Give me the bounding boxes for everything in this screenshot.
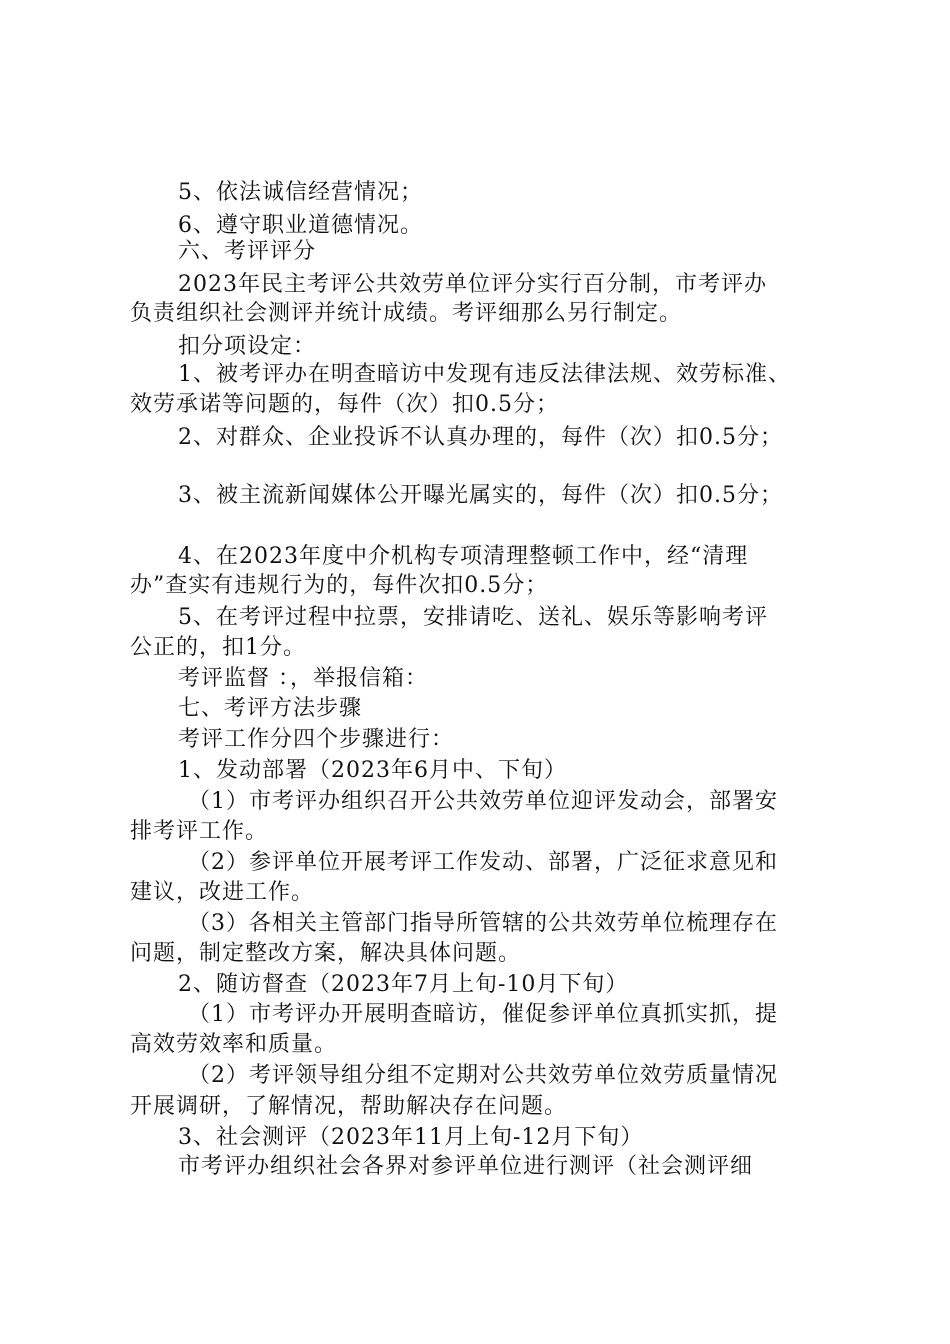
text-line: （2）考评领导组分组不定期对公共效劳单位效劳质量情况 xyxy=(188,1063,778,1088)
text-line: 公正的，扣1分。 xyxy=(130,635,306,660)
text-line: 4、在2023年度中介机构专项清理整顿工作中，经“清理 xyxy=(178,544,749,569)
text-line: 2、随访督查（2023年7月上旬-10月下旬） xyxy=(178,972,629,997)
text-line: 市考评办组织社会各界对参评单位进行测评（社会测评细 xyxy=(178,1154,754,1179)
text-line: 6、遵守职业道德情况。 xyxy=(178,213,423,238)
text-line: 5、在考评过程中拉票，安排请吃、送礼、娱乐等影响考评 xyxy=(178,605,768,630)
text-line: （2）参评单位开展考评工作发动、部署，广泛征求意见和 xyxy=(188,850,778,875)
text-line: （1）市考评办组织召开公共效劳单位迎评发动会，部署安 xyxy=(188,789,778,814)
text-line: 问题，制定整改方案，解决具体问题。 xyxy=(130,941,522,966)
text-line: 扣分项设定： xyxy=(178,334,317,359)
text-line: 高效劳效率和质量。 xyxy=(130,1032,338,1057)
text-line: 排考评工作。 xyxy=(130,819,269,844)
text-line: 3、被主流新闻媒体公开曝光属实的，每件（次）扣0.5分； xyxy=(178,483,783,508)
text-line: 建议，改进工作。 xyxy=(130,880,315,905)
text-line: （1）市考评办开展明查暗访，催促参评单位真抓实抓，提 xyxy=(188,1002,778,1027)
text-line: 办”查实有违规行为的，每件次扣0.5分； xyxy=(130,573,549,598)
text-line: 2023年民主考评公共效劳单位评分实行百分制，市考评办 xyxy=(178,272,767,297)
section-heading: 七、考评方法步骤 xyxy=(178,696,363,721)
text-line: 1、发动部署（2023年6月中、下旬） xyxy=(178,758,567,783)
text-line: 开展调研，了解情况，帮助解决存在问题。 xyxy=(130,1094,568,1119)
text-line: 5、依法诚信经营情况； xyxy=(178,180,423,205)
text-line: 2、对群众、企业投诉不认真办理的，每件（次）扣0.5分； xyxy=(178,425,783,450)
text-line: 负责组织社会测评并统计成绩。考评细那么另行制定。 xyxy=(130,301,683,326)
text-line: 1、被考评办在明查暗访中发现有违反法律法规、效劳标准、 xyxy=(178,362,791,387)
section-heading: 六、考评评分 xyxy=(178,239,317,264)
text-line: 效劳承诺等问题的，每件（次）扣0.5分； xyxy=(130,392,559,417)
text-line: 3、社会测评（2023年11月上旬-12月下旬） xyxy=(178,1125,644,1150)
text-line: 考评监督 ：，举报信箱： xyxy=(178,666,428,691)
text-line: （3）各相关主管部门指导所管辖的公共效劳单位梳理存在 xyxy=(188,911,778,936)
text-line: 考评工作分四个步骤进行： xyxy=(178,727,455,752)
